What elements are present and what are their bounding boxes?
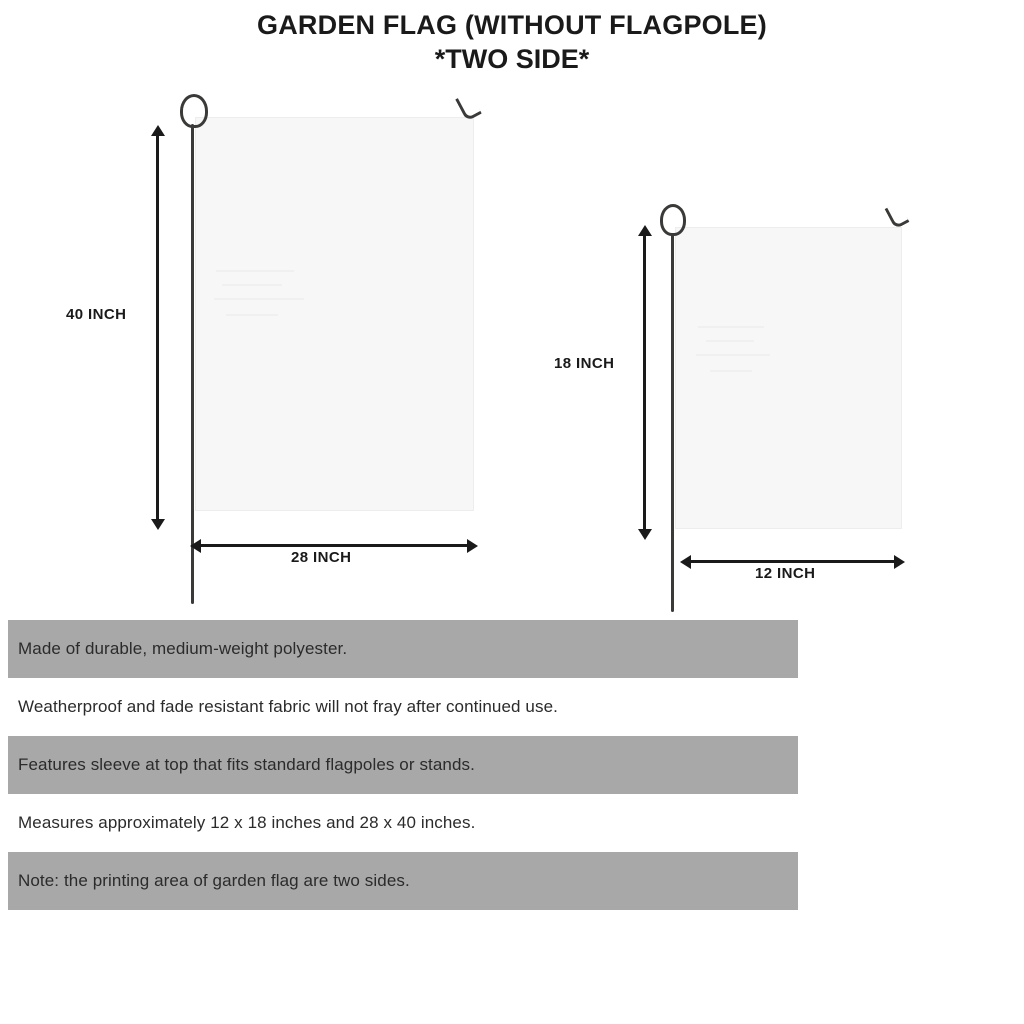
list-item: Weatherproof and fade resistant fabric will not fray after continued use. [8,678,798,736]
small-flag-width-label: 12 INCH [755,565,816,582]
small-flag-hook-icon [885,202,910,230]
large-flag-height-label: 40 INCH [66,306,127,323]
small-flag-height-label: 18 INCH [554,355,615,372]
feature-list [8,620,798,910]
large-flag-fabric [195,117,474,511]
large-flag-width-arrow [200,544,468,547]
large-flag-width-label: 28 INCH [291,549,352,566]
large-flag-height-arrow [156,135,159,520]
page-title [0,8,1024,76]
list-item: Measures approximately 12 x 18 inches and 28 x 40 inches. [8,794,798,852]
small-flag-width-arrow [690,560,895,563]
large-flag-pole [191,124,194,604]
small-flag-diagram [637,200,927,590]
large-flag-diagram [150,90,510,590]
small-flag-fabric [675,227,902,529]
small-flag-height-arrow [643,235,646,530]
title-line-primary: GARDEN FLAG (WITHOUT FLAGPOLE) [257,10,767,40]
title-line-secondary: *TWO SIDE* [434,44,590,74]
list-item: Note: the printing area of garden flag are two sides. [8,852,798,910]
list-item: Features sleeve at top that fits standard flagpoles or stands. [8,736,798,794]
large-flag-pole-loop-icon [180,94,208,128]
small-flag-pole-loop-icon [660,204,686,236]
list-item: Made of durable, medium-weight polyester. [8,620,798,678]
small-flag-pole [671,234,674,612]
